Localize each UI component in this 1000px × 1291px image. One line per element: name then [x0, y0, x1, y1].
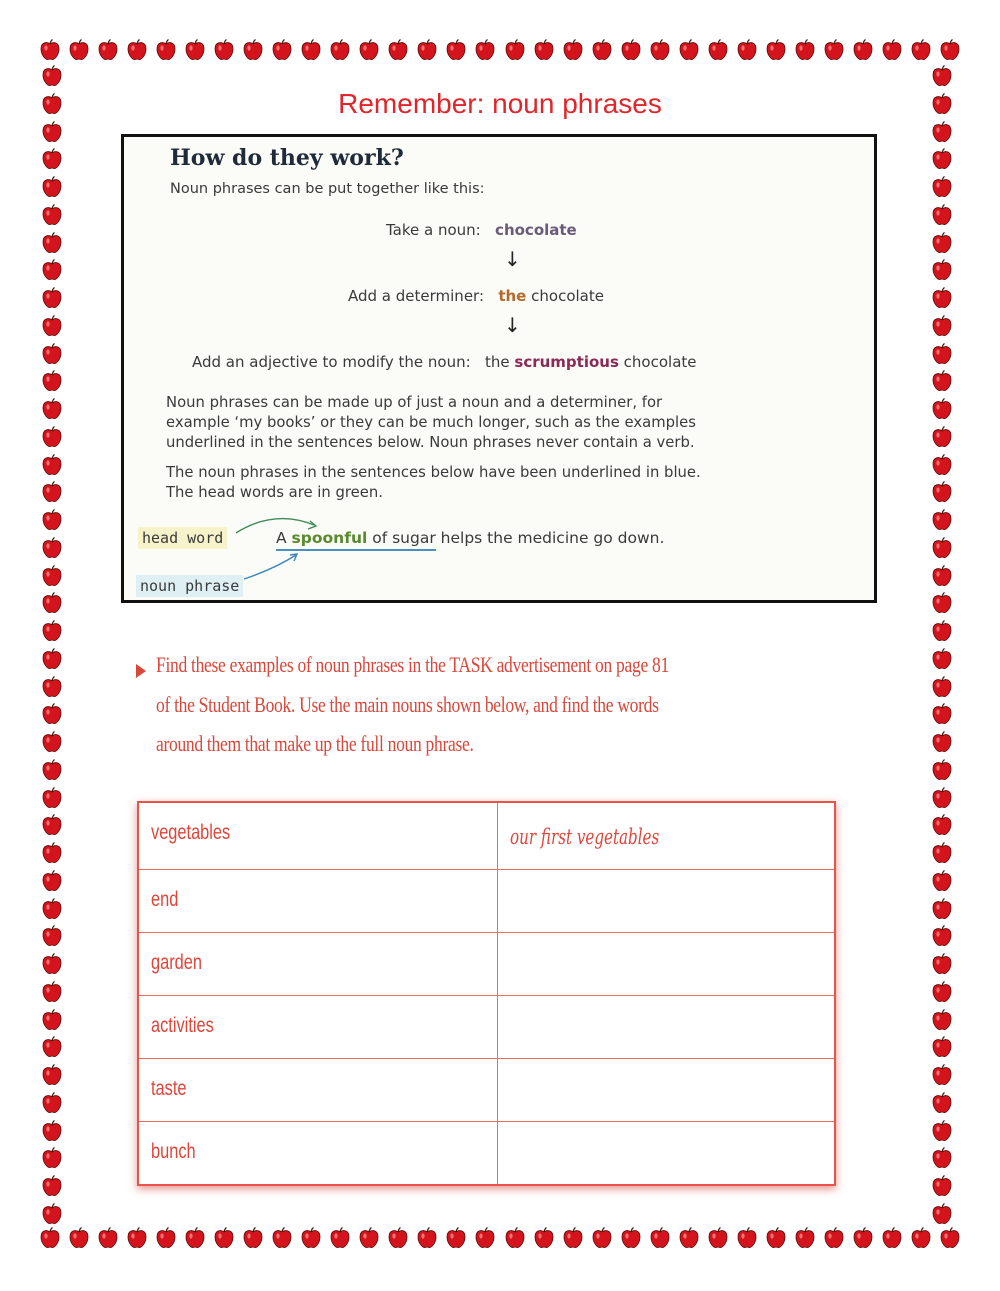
apple-icon [930, 175, 954, 199]
page-title: Remember: noun phrases [338, 88, 662, 119]
apple-icon [241, 38, 265, 62]
noun-text: end [151, 887, 179, 911]
apple-icon [40, 591, 64, 615]
apple-icon [930, 730, 954, 754]
answer-cell[interactable] [498, 1122, 834, 1184]
apple-icon [619, 1226, 643, 1250]
apple-icon [40, 480, 64, 504]
apple-icon [444, 1226, 468, 1250]
apple-icon [473, 38, 497, 62]
apple-icon [930, 758, 954, 782]
apple-icon [40, 203, 64, 227]
ex-np-rest: of sugar [372, 529, 436, 547]
apple-icon [648, 1226, 672, 1250]
apple-icon [930, 1119, 954, 1143]
down-arrow-icon: ↓ [504, 313, 521, 337]
apple-icon [930, 425, 954, 449]
noun-text: bunch [151, 1139, 196, 1163]
apple-icon [938, 38, 962, 62]
apple-icon [40, 1035, 64, 1059]
apple-icon [40, 675, 64, 699]
apple-icon [40, 1146, 64, 1170]
apple-icon [851, 1226, 875, 1250]
apple-icon [938, 1226, 962, 1250]
apple-icon [930, 536, 954, 560]
apple-icon [590, 38, 614, 62]
para1-line: underlined in the sentences below. Noun phrases never contain a verb. [166, 434, 695, 451]
apple-icon [40, 1174, 64, 1198]
apple-icon [328, 1226, 352, 1250]
apple-icon [930, 231, 954, 255]
para2-line: The noun phrases in the sentences below have been underlined in blue. [166, 464, 701, 481]
para2-line: The head words are in green. [166, 484, 383, 501]
step1-label: Take a noun: [386, 221, 481, 239]
apple-icon [40, 231, 64, 255]
apple-icon [40, 369, 64, 393]
step3-the: the [484, 353, 510, 371]
apple-icon [40, 564, 64, 588]
apple-icon [40, 786, 64, 810]
excerpt-intro: Noun phrases can be put together like this: [170, 181, 485, 197]
step3-suffix: chocolate [623, 353, 697, 371]
apple-icon [96, 38, 120, 62]
apple-icon [793, 38, 817, 62]
ex-tail: helps the medicine go down. [440, 529, 665, 547]
apple-icon [67, 38, 91, 62]
para1-line: Noun phrases can be made up of just a noun and a determiner, for [166, 394, 663, 411]
apple-icon [40, 647, 64, 671]
apple-icon [706, 38, 730, 62]
apple-icon [415, 1226, 439, 1250]
apple-icon [40, 536, 64, 560]
apple-icon [561, 1226, 585, 1250]
apple-icon [212, 1226, 236, 1250]
apple-icon [299, 38, 323, 62]
apple-icon [930, 1202, 954, 1226]
apple-icon [619, 38, 643, 62]
instruction-line: of the Student Book. Use the main nouns shown below, and find the words [156, 692, 659, 717]
apple-icon [40, 897, 64, 921]
apple-icon [851, 38, 875, 62]
apple-icon [648, 38, 672, 62]
apple-border-left [40, 64, 66, 1226]
apple-icon [930, 1146, 954, 1170]
apple-icon [561, 38, 585, 62]
apple-icon [532, 1226, 556, 1250]
apple-icon [444, 38, 468, 62]
apple-icon [40, 1063, 64, 1087]
apple-icon [40, 342, 64, 366]
apple-icon [909, 1226, 933, 1250]
excerpt-heading: How do they work? [170, 145, 404, 171]
apple-icon [930, 980, 954, 1004]
apple-icon [40, 508, 64, 532]
apple-icon [38, 38, 62, 62]
answer-cell[interactable] [498, 1059, 834, 1121]
apple-icon [241, 1226, 265, 1250]
apple-icon [930, 453, 954, 477]
example-sentence [276, 529, 664, 547]
apple-icon [40, 1202, 64, 1226]
apple-icon [386, 1226, 410, 1250]
apple-icon [40, 952, 64, 976]
answer-text: our first vegetables [510, 825, 660, 849]
apple-border-right [930, 64, 956, 1226]
apple-icon [880, 38, 904, 62]
apple-icon [930, 120, 954, 144]
apple-icon [930, 952, 954, 976]
apple-icon [930, 897, 954, 921]
apple-icon [40, 120, 64, 144]
apple-icon [125, 38, 149, 62]
apple-icon [473, 1226, 497, 1250]
noun-cell [139, 1059, 498, 1121]
apple-icon [357, 1226, 381, 1250]
noun-cell [139, 933, 498, 995]
apple-icon [735, 1226, 759, 1250]
apple-icon [40, 64, 64, 88]
apple-icon [212, 38, 236, 62]
apple-icon [96, 1226, 120, 1250]
apple-icon [183, 38, 207, 62]
apple-icon [299, 1226, 323, 1250]
apple-icon [930, 591, 954, 615]
apple-icon [40, 147, 64, 171]
apple-border-top [38, 38, 962, 64]
apple-icon [40, 1091, 64, 1115]
apple-icon [40, 702, 64, 726]
step2-word: the [498, 287, 527, 305]
apple-icon [40, 286, 64, 310]
apple-icon [40, 619, 64, 643]
step3-label: Add an adjective to modify the noun: [192, 353, 471, 371]
apple-icon [930, 147, 954, 171]
head-word-label: head word [138, 527, 227, 549]
answer-cell[interactable] [498, 996, 834, 1058]
table-row [139, 803, 834, 870]
bullet-triangle-icon [136, 664, 146, 678]
noun-text: activities [151, 1013, 214, 1037]
apple-icon [328, 38, 352, 62]
apple-icon [40, 841, 64, 865]
apple-icon [677, 1226, 701, 1250]
apple-icon [40, 980, 64, 1004]
apple-icon [40, 453, 64, 477]
apple-icon [40, 1008, 64, 1032]
apple-icon [415, 38, 439, 62]
table-row [139, 1122, 834, 1184]
ex-head-word: spoonful [291, 529, 368, 547]
apple-icon [930, 619, 954, 643]
apple-icon [930, 924, 954, 948]
apple-icon [40, 258, 64, 282]
apple-icon [880, 1226, 904, 1250]
apple-icon [930, 647, 954, 671]
instruction-line: Find these examples of noun phrases in the TASK advertisement on page 81 [156, 652, 669, 677]
apple-icon [40, 425, 64, 449]
apple-icon [270, 1226, 294, 1250]
apple-icon [532, 38, 556, 62]
table-row [139, 870, 834, 933]
apple-icon [793, 1226, 817, 1250]
answer-cell[interactable] [498, 803, 834, 869]
apple-icon [930, 64, 954, 88]
apple-icon [822, 38, 846, 62]
apple-icon [40, 397, 64, 421]
apple-icon [930, 841, 954, 865]
step2-label: Add a determiner: [348, 287, 485, 305]
apple-icon [40, 813, 64, 837]
apple-icon [930, 702, 954, 726]
apple-icon [930, 869, 954, 893]
apple-icon [270, 38, 294, 62]
apple-icon [930, 1091, 954, 1115]
apple-icon [503, 1226, 527, 1250]
apple-icon [40, 758, 64, 782]
apple-icon [930, 564, 954, 588]
noun-phrase-label: noun phrase [136, 575, 243, 597]
apple-icon [40, 175, 64, 199]
noun-text: taste [151, 1076, 187, 1100]
apple-icon [590, 1226, 614, 1250]
apple-icon [154, 1226, 178, 1250]
apple-icon [930, 203, 954, 227]
apple-icon [38, 1226, 62, 1250]
apple-icon [357, 38, 381, 62]
apple-icon [930, 675, 954, 699]
apple-icon [930, 314, 954, 338]
answer-cell[interactable] [498, 933, 834, 995]
apple-icon [930, 1174, 954, 1198]
apple-icon [735, 38, 759, 62]
apple-icon [930, 508, 954, 532]
noun-text: vegetables [151, 821, 231, 844]
para1-line: example ‘my books’ or they can be much longer, such as the examples [166, 414, 696, 431]
apple-icon [930, 480, 954, 504]
table-row [139, 933, 834, 996]
apple-icon [40, 730, 64, 754]
ex-article: A [276, 529, 287, 547]
noun-text: garden [151, 950, 203, 974]
underlined-noun-phrase [276, 529, 436, 551]
apple-icon [386, 38, 410, 62]
apple-icon [930, 1035, 954, 1059]
apple-icon [930, 1008, 954, 1032]
apple-icon [930, 369, 954, 393]
noun-cell [139, 803, 498, 869]
noun-cell [139, 996, 498, 1058]
apple-icon [930, 1063, 954, 1087]
apple-icon [154, 38, 178, 62]
apple-icon [706, 1226, 730, 1250]
apple-icon [930, 286, 954, 310]
step1-word: chocolate [495, 221, 577, 239]
apple-icon [909, 38, 933, 62]
apple-icon [930, 813, 954, 837]
apple-icon [503, 38, 527, 62]
table-row [139, 1059, 834, 1122]
apple-icon [822, 1226, 846, 1250]
apple-icon [930, 397, 954, 421]
noun-cell [139, 1122, 498, 1184]
apple-icon [125, 1226, 149, 1250]
answer-cell[interactable] [498, 870, 834, 932]
apple-icon [183, 1226, 207, 1250]
apple-icon [40, 1119, 64, 1143]
apple-icon [40, 869, 64, 893]
step3-word: scrumptious [514, 353, 619, 371]
apple-icon [677, 38, 701, 62]
instruction-line: around them that make up the full noun phrase. [156, 731, 474, 756]
apple-icon [764, 38, 788, 62]
noun-phrase-table [137, 801, 836, 1186]
apple-icon [930, 342, 954, 366]
textbook-excerpt [121, 134, 877, 603]
apple-icon [40, 314, 64, 338]
table-row [139, 996, 834, 1059]
apple-icon [40, 924, 64, 948]
apple-icon [930, 258, 954, 282]
apple-icon [930, 786, 954, 810]
down-arrow-icon: ↓ [504, 247, 521, 271]
apple-border-bottom [38, 1226, 962, 1252]
noun-cell [139, 870, 498, 932]
step2-suffix: chocolate [531, 287, 604, 305]
apple-icon [764, 1226, 788, 1250]
apple-icon [67, 1226, 91, 1250]
